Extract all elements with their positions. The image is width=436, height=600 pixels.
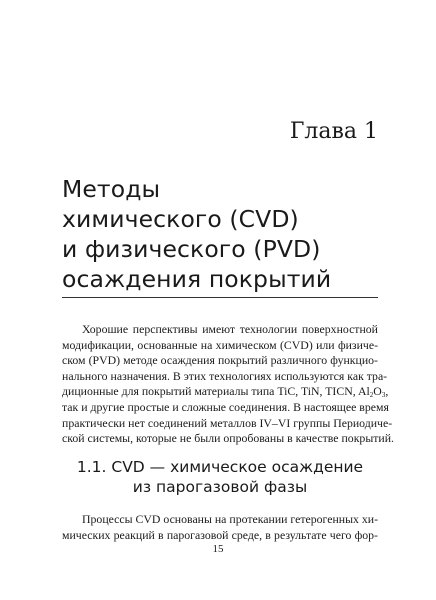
text-fragment: диционные для покрытий материалы типа TiC, TiN, TICN, Al xyxy=(62,384,370,399)
text-line: практически нет соединений металлов IV–VI группы Периодиче- xyxy=(62,415,393,430)
section-heading-line: 1.1. CVD — химическое осаждение xyxy=(76,458,364,476)
text-fragment: , xyxy=(385,384,389,399)
chapter-label: Глава 1 xyxy=(289,119,378,144)
text-line: модификации, основанные на химическом (CVD) или физиче- xyxy=(62,337,378,352)
text-line: так и другие простые и сложные соединения. В настоящее время xyxy=(62,399,389,414)
chapter-title-line: Методы xyxy=(62,175,161,203)
text-line: Хорошие перспективы имеют технологии поверхностной xyxy=(82,322,378,336)
title-divider xyxy=(62,297,378,298)
intro-paragraph xyxy=(62,322,394,447)
chapter-title-line: химического (CVD) xyxy=(62,205,299,233)
text-line: ской системы, которые не были опробованы в качестве покрытий. xyxy=(62,431,394,446)
text-line: ском (PVD) методе осаждения покрытий различного функцио- xyxy=(62,353,378,368)
chapter-title-line: и физического (PVD) xyxy=(62,235,321,263)
text-line: нального назначения. В этих технологиях используются как тра- xyxy=(62,368,388,383)
section-heading-line: из парогазовой фазы xyxy=(132,478,308,496)
formula-subscript: 2 xyxy=(369,391,374,400)
section-paragraph xyxy=(62,512,378,543)
section-heading xyxy=(62,457,378,497)
text-line: Процессы CVD основаны на протекании гетерогенных хи- xyxy=(82,512,378,526)
text-line-with-formula xyxy=(62,384,389,400)
page-number: 15 xyxy=(212,543,224,555)
formula-subscript: 3 xyxy=(381,391,386,400)
formula-element: O xyxy=(373,384,382,399)
chapter-title-line: осаждения покрытий xyxy=(62,265,332,293)
chapter-title xyxy=(62,174,392,294)
text-line: мических реакций в парогазовой среде, в результате чего фор- xyxy=(62,527,378,542)
